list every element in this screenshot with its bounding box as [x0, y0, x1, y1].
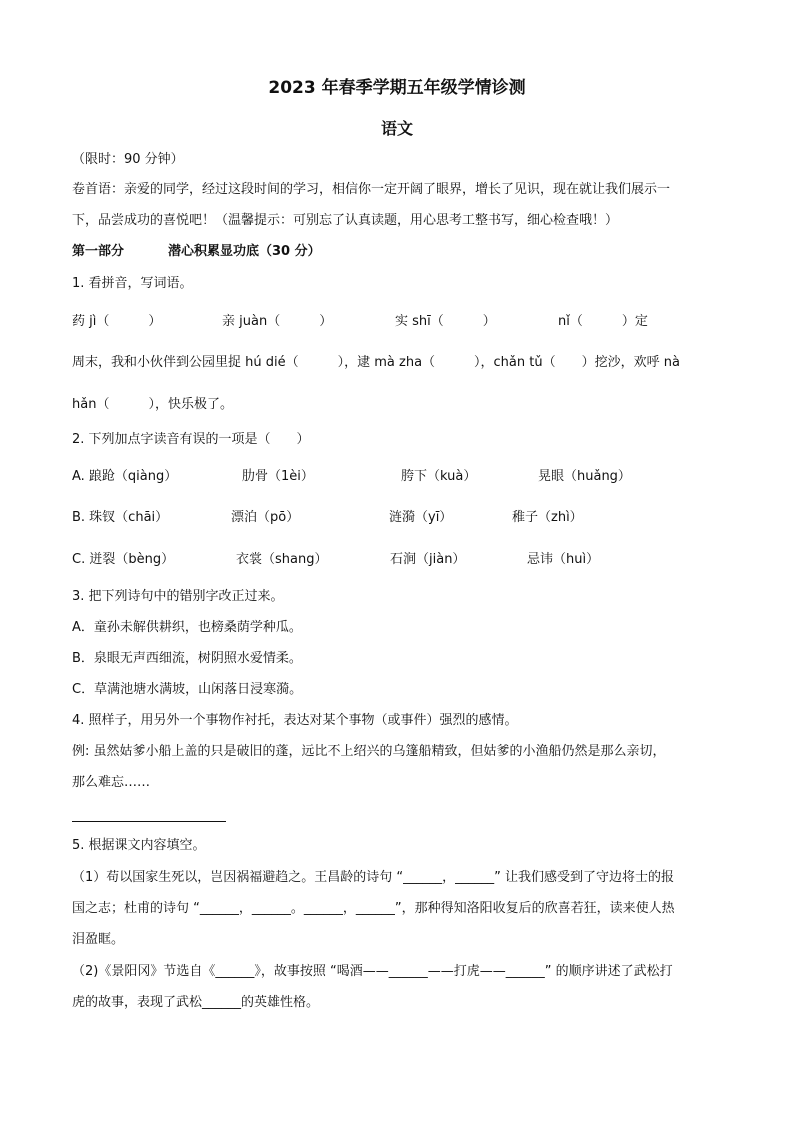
intro-line-2: 下，品尝成功的喜悦吧！（温馨提示：可别忘了认真读题，用心思考工整书写，细心检查哦！） [72, 213, 619, 228]
option-a-item: 晃眼（huǎng） [538, 469, 631, 484]
question-2-stem: 2. 下列加点字读音有误的一项是（ ） [72, 432, 310, 447]
question-3-stem: 3. 把下列诗句中的错别字改正过来。 [72, 589, 284, 604]
option-b-item: 涟漪（yī） [389, 510, 453, 525]
option-c-item: C. 迸裂（bèng） [72, 552, 175, 567]
section-title: 潜心积累显功底（30 分） [168, 244, 321, 259]
question-5-stem: 5. 根据课文内容填空。 [72, 838, 206, 853]
option-a-item: 胯下（kuà） [401, 469, 477, 484]
pinyin-item: 亲 juàn（ ） [222, 314, 333, 329]
question-1-stem: 1. 看拼音，写词语。 [72, 276, 193, 291]
option-c-item: 衣裳（shang） [236, 552, 328, 567]
question-3-option-a: A．童孙未解供耕织，也榜桑荫学种瓜。 [72, 620, 302, 635]
question-5-part-1-line-1: （1）苟以国家生死以，岂因祸福避趋之。王昌龄的诗句 “______，______” 让我们感受到了守边将士的报 [72, 870, 675, 885]
option-c-item: 忌讳（huì） [527, 552, 600, 567]
option-b-item: 稚子（zhì） [512, 510, 583, 525]
question-5-part-2-line-2: 虎的故事，表现了武松______的英雄性格。 [72, 995, 320, 1010]
subject-title: 语文 [380, 119, 413, 138]
option-c-item: 石涧（jiàn） [390, 552, 466, 567]
question-5-part-1-line-3: 泪盈眶。 [72, 932, 125, 947]
question-4-stem: 4. 照样子，用另外一个事物作衬托，表达对某个事物（或事件）强烈的感情。 [72, 713, 518, 728]
answer-line [72, 821, 226, 822]
question-1-line-3: hǎn（ ），快乐极了。 [72, 397, 233, 412]
question-3-option-b: B．泉眼无声西细流，树阴照水爱情柔。 [72, 651, 302, 666]
time-limit: （限时：90 分钟） [72, 152, 184, 167]
section-label: 第一部分 [72, 244, 125, 259]
question-3-option-c: C．草满池塘水满坡，山闲落日浸寒漪。 [72, 682, 303, 697]
option-a-item: A. 踉跄（qiàng） [72, 469, 178, 484]
pinyin-item: nǐ（ ）定 [558, 314, 648, 329]
exam-title: 2023 年春季学期五年级学情诊测 [268, 78, 526, 98]
question-5-part-2-line-1: （2)《景阳冈》节选自《______》，故事按照 “喝酒——______——打虎——______” 的顺序讲述了武松打 [72, 964, 673, 979]
question-4-example-2: 那么难忘…… [72, 775, 151, 790]
pinyin-item: 实 shī（ ） [395, 314, 496, 329]
question-5-part-1-line-2: 国之志；杜甫的诗句 “______，______。______，______”，那种得知洛阳收复后的欣喜若狂，读来使人热 [72, 901, 675, 916]
option-b-item: B. 珠钗（chāi） [72, 510, 169, 525]
question-1-line-2: 周末，我和小伙伴到公园里捉 hú dié（ ），逮 mà zha（ ），chǎn tǔ（ ）挖沙，欢呼 nà [72, 355, 680, 370]
option-b-item: 漂泊（pō） [231, 510, 300, 525]
option-a-item: 肋骨（1èi） [242, 469, 314, 484]
intro-line-1: 卷首语：亲爱的同学，经过这段时间的学习，相信你一定开阔了眼界，增长了见识，现在就让我们展示一 [72, 182, 671, 197]
pinyin-item: 药 jì（ ） [72, 314, 162, 329]
question-4-example-1: 例: 虽然姑爹小船上盖的只是破旧的蓬，远比不上绍兴的乌篷船精致，但姑爹的小渔船仍然是那么亲切， [72, 744, 666, 759]
